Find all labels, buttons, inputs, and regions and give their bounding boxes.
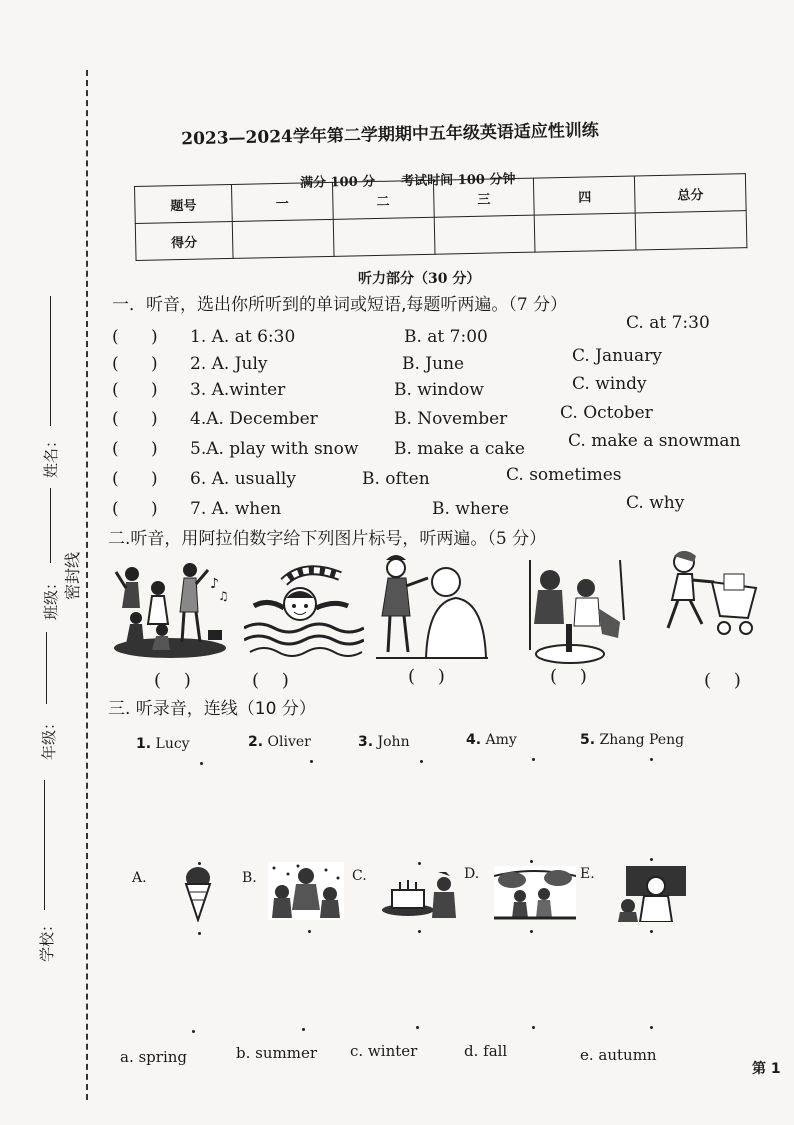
picture-d-bottom-dot[interactable] [530, 930, 533, 933]
score-col-3: 三 [433, 178, 535, 217]
birthday-cake-icon [380, 872, 458, 918]
season-b-dot[interactable] [302, 1028, 305, 1031]
answer-paren[interactable]: ( ) [112, 380, 158, 400]
section-3-heading: 三. 听录音，连线（10 分） [108, 699, 316, 719]
score-table [134, 173, 747, 261]
binding-margin [0, 0, 80, 1125]
class-line [50, 488, 51, 563]
season-a-dot[interactable] [192, 1030, 195, 1033]
exam-subtitle: 满分 100 分 考试时间 100 分钟 [299, 172, 516, 191]
answer-paren[interactable]: ( ) [112, 409, 158, 429]
fall-outdoor-icon [494, 866, 576, 920]
question-2: ( ) 2. A. July B. June C. January [112, 346, 662, 374]
name-2-dot[interactable] [310, 760, 313, 763]
question-7: ( ) 7. A. when B. where C. why [112, 493, 685, 519]
question-5: ( ) 5.A. play with snow B. make a cake C. make a snowman [112, 431, 741, 459]
section-2-heading: 二.听音，用阿拉伯数字给下列图片标号，听两遍。（5 分） [108, 529, 547, 549]
child-swimming-icon [244, 562, 364, 658]
section-1-heading: 一．听音，选出你所听到的单词或短语,每题听两遍。（7 分） [112, 295, 568, 315]
question-3: ( ) 3. A.winter B. window C. windy [112, 374, 647, 400]
score-col-1: 一 [231, 182, 333, 221]
picture-5-answer[interactable]: ( ) [704, 670, 741, 691]
grade-label: 年级： [40, 714, 58, 760]
name-line [50, 296, 51, 426]
picture-letter-c: C. [352, 868, 367, 884]
picture-4-answer[interactable]: ( ) [550, 666, 587, 687]
ice-cream-icon [184, 866, 212, 922]
score-cell-1[interactable] [232, 219, 334, 258]
school-label: 学校： [38, 916, 56, 962]
match-name-1: 1. Lucy [136, 736, 190, 752]
season-c-dot[interactable] [416, 1026, 419, 1029]
season-spring: a. spring [120, 1048, 188, 1066]
picture-3-answer[interactable]: ( ) [408, 666, 445, 687]
question-6: ( ) 6. A. usually B. often C. sometimes [112, 465, 622, 489]
grade-line [46, 632, 47, 704]
school-line [44, 780, 45, 910]
picture-c-top-dot[interactable] [418, 862, 421, 865]
listening-header: 听力部分（30 分） [358, 271, 481, 287]
answer-paren[interactable]: ( ) [112, 499, 158, 519]
picture-letter-e: E. [580, 866, 595, 882]
score-cell-3[interactable] [434, 215, 536, 254]
picture-d-top-dot[interactable] [530, 860, 533, 863]
picture-letter-a: A. [132, 870, 147, 886]
question-1: ( ) 1. A. at 6:30 B. at 7:00 C. at 7:30 [112, 313, 710, 347]
dashed-seal-line [86, 70, 88, 1100]
autumn-scene-icon [612, 866, 686, 922]
answer-paren[interactable]: ( ) [112, 354, 158, 374]
picture-2-answer[interactable]: ( ) [252, 670, 289, 691]
picture-letter-b: B. [242, 870, 257, 886]
match-name-5: 5. Zhang Peng [580, 732, 685, 748]
children-dancing-icon [112, 560, 230, 660]
picture-e-bottom-dot[interactable] [650, 930, 653, 933]
score-col-2: 二 [332, 180, 434, 219]
name-1-dot[interactable] [200, 762, 203, 765]
girl-shopping-cart-icon [664, 548, 764, 640]
picture-e-top-dot[interactable] [650, 858, 653, 861]
score-row-label: 得分 [135, 221, 233, 260]
picture-1-answer[interactable]: ( ) [154, 670, 191, 691]
svg-text:♫: ♫ [218, 589, 229, 603]
score-table-header-label: 题号 [135, 184, 233, 223]
match-name-3: 3. John [358, 734, 410, 750]
picture-letter-d: D. [464, 866, 480, 882]
name-5-dot[interactable] [650, 758, 653, 761]
picture-a-top-dot[interactable] [198, 862, 201, 865]
answer-paren[interactable]: ( ) [112, 439, 158, 459]
season-fall: d. fall [464, 1042, 508, 1060]
score-col-4: 四 [534, 176, 636, 215]
girl-building-snowman-icon [376, 552, 488, 662]
svg-text:♪: ♪ [210, 576, 219, 592]
exam-title: 2023—2024学年第二学期期中五年级英语适应性训练 [181, 120, 600, 150]
score-cell-total[interactable] [636, 211, 747, 250]
answer-paren[interactable]: ( ) [112, 469, 158, 489]
class-label: 班级： [42, 574, 60, 620]
page-number: 第 1 [752, 1061, 781, 1077]
family-picnic-icon [524, 560, 634, 664]
match-name-4: 4. Amy [466, 732, 517, 748]
picture-b-bottom-dot[interactable] [308, 930, 311, 933]
season-autumn: e. autumn [580, 1046, 657, 1064]
season-e-dot[interactable] [650, 1026, 653, 1029]
season-d-dot[interactable] [532, 1026, 535, 1029]
name-4-dot[interactable] [532, 758, 535, 761]
picture-a-bottom-dot[interactable] [198, 932, 201, 935]
question-4: ( ) 4.A. December B. November C. October [112, 403, 653, 429]
season-summer: b. summer [236, 1044, 317, 1062]
score-cell-4[interactable] [535, 213, 637, 252]
seal-line-label: 密封线 [63, 551, 82, 600]
answer-paren[interactable]: ( ) [112, 327, 158, 347]
winter-scene-icon [268, 862, 344, 920]
season-winter: c. winter [350, 1042, 418, 1060]
name-3-dot[interactable] [420, 760, 423, 763]
match-name-2: 2. Oliver [248, 734, 311, 750]
score-total-label: 总分 [635, 174, 746, 213]
score-cell-2[interactable] [333, 217, 435, 256]
picture-c-bottom-dot[interactable] [418, 930, 421, 933]
name-label: 姓名： [42, 432, 60, 478]
